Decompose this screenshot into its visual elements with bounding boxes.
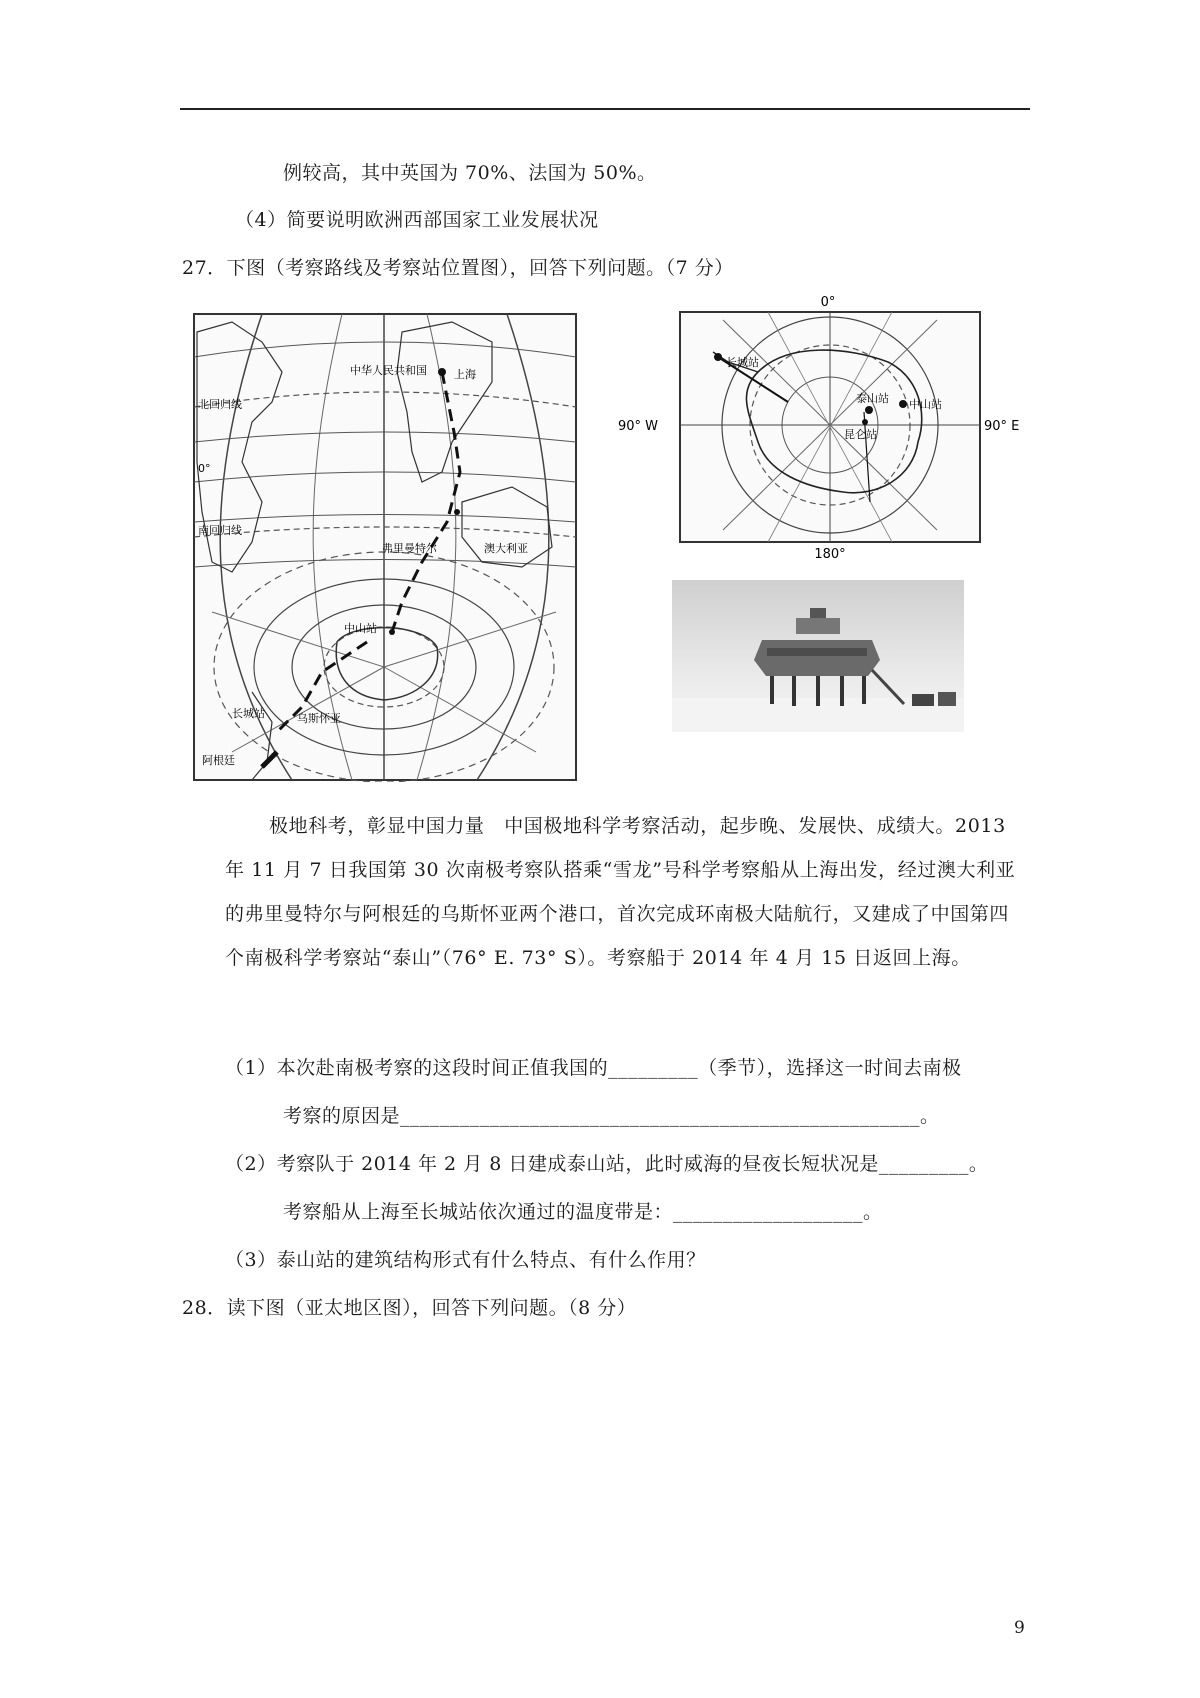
label-zhongshan-route: 中山站 (344, 622, 377, 635)
question-27-title: 27．下图（考察路线及考察站位置图），回答下列问题。（7 分） (182, 257, 734, 279)
polar-map (618, 292, 1026, 562)
question-26-4: （4）简要说明欧洲西部国家工业发展状况 (235, 209, 599, 231)
polar-label-180: 180° (814, 547, 846, 562)
question-27-3: （3）泰山站的建筑结构形式有什么特点、有什么作用？ (225, 1249, 706, 1271)
taishan-station-photo (672, 580, 964, 732)
polar-label-changcheng: 长城站 (726, 356, 759, 369)
polar-label-90e: 90° E (984, 419, 1020, 434)
route-map (192, 312, 578, 782)
label-shanghai: 上海 (454, 368, 476, 381)
label-tropic-north: 北回归线 (198, 398, 242, 411)
page-number: 9 (1014, 1618, 1025, 1638)
prev-answer-line: 例较高，其中英国为 70%、法国为 50%。 (283, 162, 657, 184)
question-27-1a: （1）本次赴南极考察的这段时间正值我国的_________（季节），选择这一时间去南极 (225, 1057, 962, 1079)
polar-label-0: 0° (820, 295, 836, 310)
question-27-1b: 考察的原因是____________________________________________________。 (283, 1105, 940, 1127)
label-changcheng-route: 长城站 (232, 707, 265, 720)
label-argentina: 阿根廷 (202, 754, 235, 767)
label-tropic-south: 南回归线 (198, 524, 242, 537)
label-ushuaia: 乌斯怀亚 (297, 712, 341, 725)
label-equator: 0° (198, 462, 211, 475)
question-27-2a: （2）考察队于 2014 年 2 月 8 日建成泰山站，此时威海的昼夜长短状况是_________。 (225, 1153, 989, 1175)
label-china: 中华人民共和国 (350, 364, 427, 377)
polar-label-zhongshan: 中山站 (909, 398, 942, 411)
label-fremantle: 弗里曼特尔 (382, 542, 437, 555)
polar-label-kunlun: 昆仑站 (844, 428, 877, 441)
label-australia: 澳大利亚 (484, 542, 528, 555)
question-28-title: 28．读下图（亚太地区图），回答下列问题。（8 分） (182, 1297, 637, 1319)
polar-label-90w: 90° W (618, 419, 659, 434)
passage: 极地科考，彰显中国力量 中国极地科学考察活动，起步晚、发展快、成绩大。2013年 11 月 7 日我国第 30 次南极考察队搭乘“雪龙”号科学考察船从上海出发，经过澳大利亚的弗里曼特尔与阿根廷的乌斯怀亚两个港口，首次完成环南极大陆航行，又建成了中国第四个南极科学考察站“泰山”（76° E. 73° S）。考察船于 2014 年 4 月 15 日返回上海。 (225, 815, 1016, 969)
header-rule (180, 108, 1030, 110)
question-27-2b: 考察船从上海至长城站依次通过的温度带是：___________________。 (283, 1201, 883, 1223)
polar-label-taishan: 泰山站 (856, 392, 889, 405)
